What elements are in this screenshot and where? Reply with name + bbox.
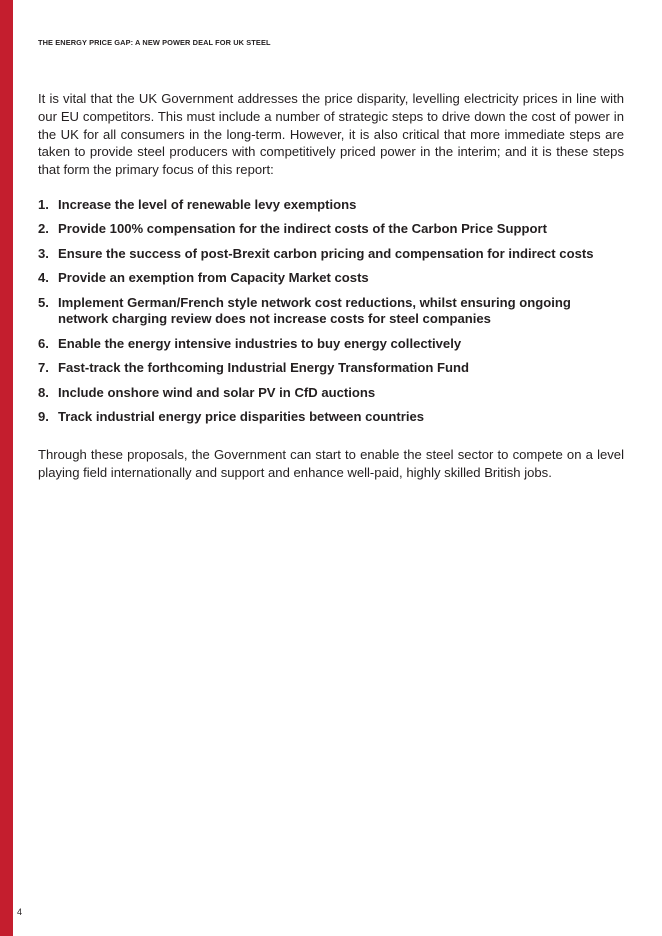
list-item [38, 336, 624, 353]
list-item [38, 360, 624, 377]
conclusion-paragraph: Through these proposals, the Government can start to enable the steel sector to compete on a level playing field internationally and support and enhance well-paid, highly skilled British jobs. [38, 446, 624, 480]
list-item-number: 2. [38, 221, 49, 237]
list-item-text: Implement German/French style network cost reductions, whilst ensuring ongoing network charging review does not increase costs for steel companies [58, 294, 571, 327]
list-item-text: Track industrial energy price disparities between countries [58, 409, 425, 425]
list-item [38, 409, 624, 426]
accent-side-bar [0, 0, 13, 936]
list-item-number: 9. [38, 409, 49, 425]
list-item-text: Provide 100% compensation for the indirect costs of the Carbon Price Support [58, 221, 547, 237]
running-header: THE ENERGY PRICE GAP: A NEW POWER DEAL FOR UK STEEL [38, 38, 271, 47]
list-item-number: 1. [38, 196, 49, 212]
list-item-number: 6. [38, 335, 49, 351]
list-item-text: Enable the energy intensive industries to buy energy collectively [58, 335, 462, 351]
page-number: 4 [17, 907, 23, 917]
list-item-number: 8. [38, 384, 49, 400]
list-item-number: 4. [38, 270, 49, 286]
list-item-text: Provide an exemption from Capacity Market costs [58, 270, 369, 286]
list-item-number: 5. [38, 294, 49, 310]
list-item [38, 246, 624, 263]
list-item-text: Ensure the success of post-Brexit carbon pricing and compensation for indirect costs [58, 245, 594, 261]
list-item-text: Increase the level of renewable levy exemptions [58, 196, 357, 212]
list-item [38, 270, 624, 287]
list-item [38, 385, 624, 402]
steps-list [38, 197, 624, 426]
list-item-text: Include onshore wind and solar PV in CfD auctions [58, 384, 376, 400]
list-item-text: Fast-track the forthcoming Industrial Energy Transformation Fund [58, 360, 470, 376]
list-item [38, 295, 624, 328]
main-content [38, 90, 624, 482]
list-item [38, 197, 624, 214]
intro-paragraph: It is vital that the UK Government addresses the price disparity, levelling electricity prices in line with our EU competitors. This must include a number of strategic steps to drive down the cost of power in the UK for all consumers in the long-term. However, it is also critical that more immediate steps are taken to provide steel producers with competitively priced power in the interim; and it is these steps that form the primary focus of this report: [38, 91, 624, 178]
list-item-number: 7. [38, 360, 49, 376]
list-item [38, 221, 624, 238]
list-item-number: 3. [38, 245, 49, 261]
